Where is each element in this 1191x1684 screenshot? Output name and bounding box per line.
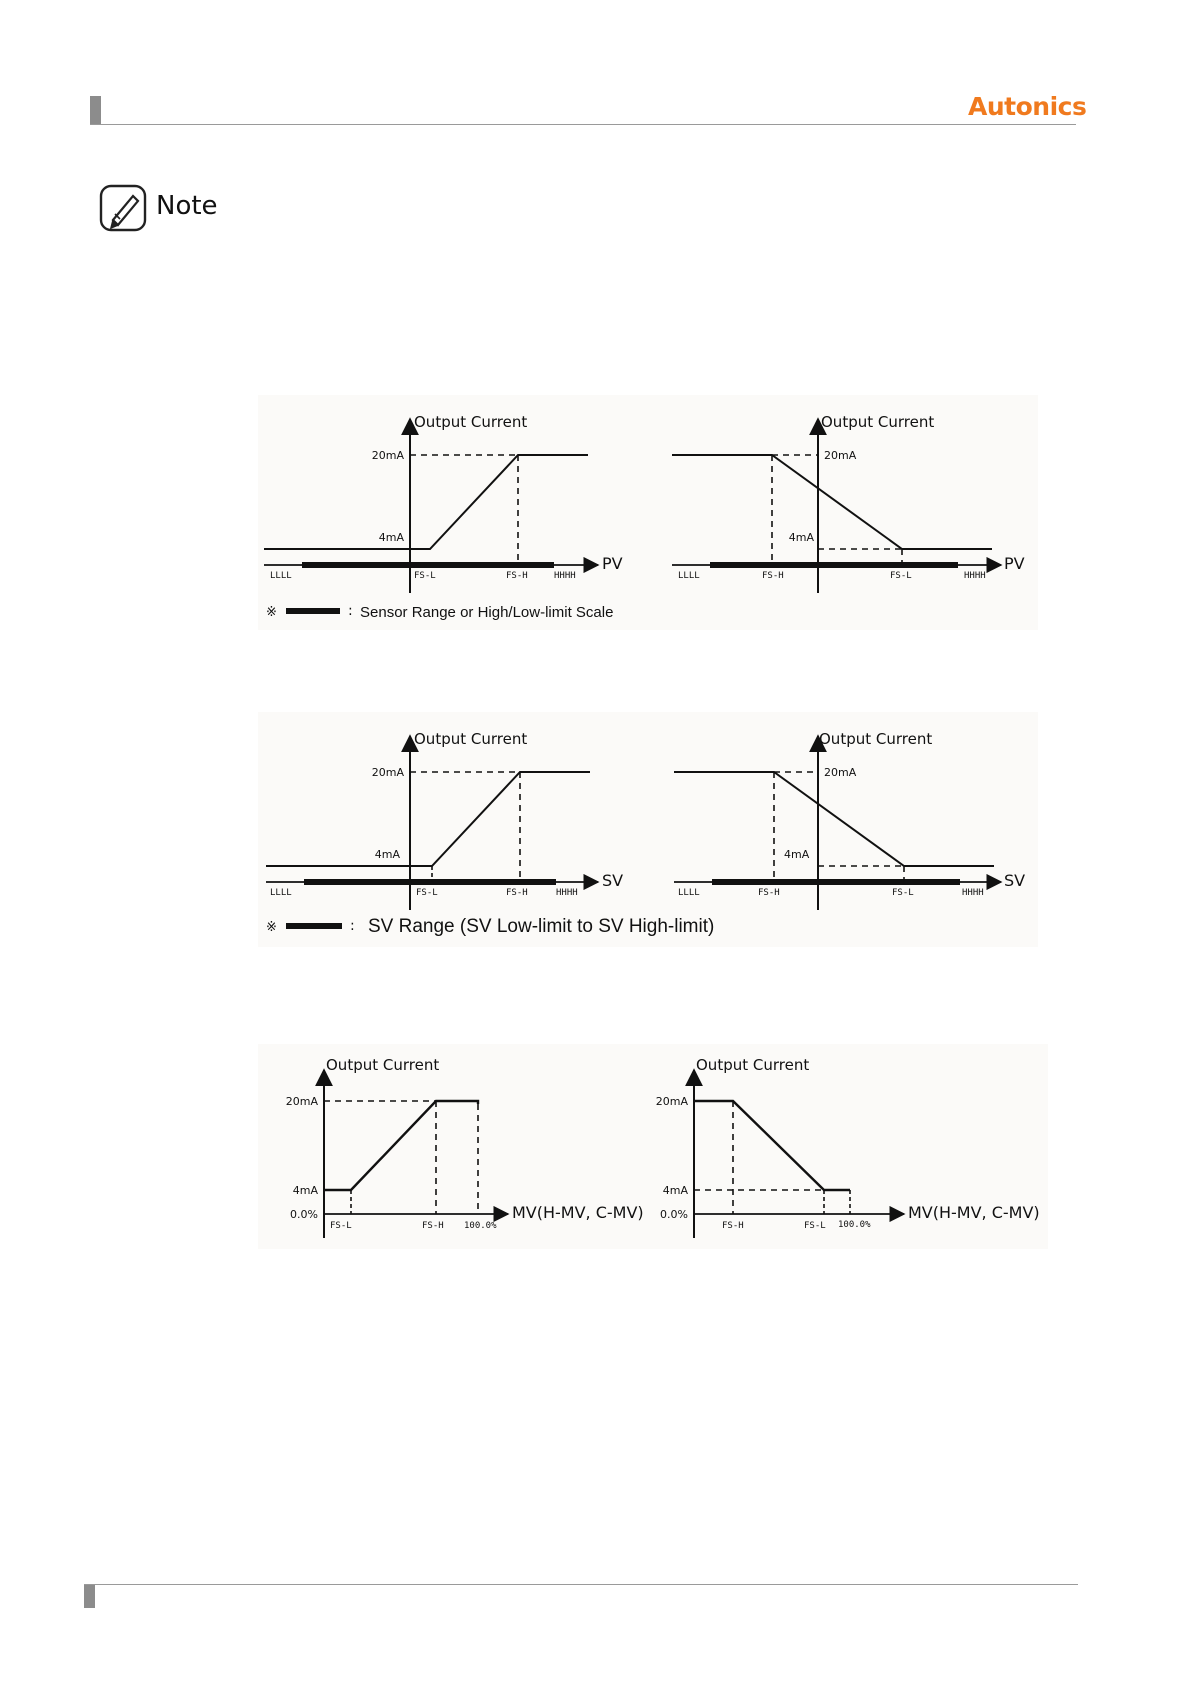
pv-left-y-20ma: 20mA: [371, 449, 404, 462]
sv-left-tick-fsh: FS-H: [506, 888, 528, 898]
footer-rule: [84, 1584, 1078, 1585]
sv-output-diagram: [258, 712, 1038, 947]
pv-legend-text: Sensor Range or High/Low-limit Scale: [360, 604, 614, 621]
sv-left-tick-llll: LLLL: [270, 888, 292, 898]
pv-right-title: Output Current: [821, 413, 935, 431]
mv-left-tick-fsh: FS-H: [422, 1221, 444, 1231]
mv-left-tick-100pct: 100.0%: [464, 1221, 497, 1231]
mv-left-chart: [286, 1056, 644, 1238]
pv-legend-sep: :: [348, 603, 353, 619]
sv-left-y-20ma: 20mA: [371, 766, 404, 779]
sv-legend-mark: ※: [266, 920, 277, 935]
mv-right-tick-100pct: 100.0%: [838, 1220, 871, 1230]
sv-right-axis-name: SV: [1004, 871, 1026, 890]
sv-legend: [266, 916, 714, 937]
sv-right-tick-fsh: FS-H: [758, 888, 780, 898]
mv-right-tick-fsl: FS-L: [804, 1221, 826, 1231]
header-marker: [90, 96, 101, 124]
pv-right-axis-name: PV: [1004, 554, 1025, 573]
sv-left-title: Output Current: [414, 730, 528, 748]
sv-right-tick-hhhh: HHHH: [962, 888, 984, 898]
pv-left-tick-fsh: FS-H: [506, 571, 528, 581]
note-title: Note: [156, 191, 218, 221]
pv-left-chart: [264, 413, 623, 593]
sv-right-tick-fsl: FS-L: [892, 888, 914, 898]
sv-legend-text: SV Range (SV Low-limit to SV High-limit): [368, 916, 715, 937]
sv-right-y-4ma: 4mA: [784, 848, 810, 861]
pv-right-chart: [672, 413, 1025, 593]
sv-left-tick-hhhh: HHHH: [556, 888, 578, 898]
mv-left-title: Output Current: [326, 1056, 440, 1074]
mv-left-axis-name: MV(H-MV, C-MV): [512, 1203, 644, 1222]
mv-left-y-20ma: 20mA: [285, 1095, 318, 1108]
pv-right-y-20ma: 20mA: [824, 449, 857, 462]
pv-right-tick-llll: LLLL: [678, 571, 700, 581]
note-pencil-icon: [99, 184, 147, 232]
pv-right-y-4ma: 4mA: [788, 531, 814, 544]
mv-left-y-0pct: 0.0%: [290, 1208, 318, 1221]
sv-left-tick-fsl: FS-L: [416, 888, 438, 898]
mv-left-tick-fsl: FS-L: [330, 1221, 352, 1231]
sv-right-chart: [674, 730, 1025, 910]
pv-left-tick-llll: LLLL: [270, 571, 292, 581]
pv-right-tick-fsl: FS-L: [890, 571, 912, 581]
sv-legend-sep: :: [350, 918, 355, 934]
mv-left-y-4ma: 4mA: [292, 1184, 318, 1197]
mv-right-chart: [656, 1056, 1040, 1238]
mv-right-title: Output Current: [696, 1056, 810, 1074]
mv-right-y-4ma: 4mA: [662, 1184, 688, 1197]
sv-right-title: Output Current: [819, 730, 933, 748]
mv-output-diagram: [258, 1044, 1048, 1249]
sv-right-tick-llll: LLLL: [678, 888, 700, 898]
mv-right-y-0pct: 0.0%: [660, 1208, 688, 1221]
mv-right-axis-name: MV(H-MV, C-MV): [908, 1203, 1040, 1222]
sv-left-axis-name: SV: [602, 871, 624, 890]
pv-left-title: Output Current: [414, 413, 528, 431]
pv-right-tick-fsh: FS-H: [762, 571, 784, 581]
pv-right-tick-hhhh: HHHH: [964, 571, 986, 581]
pv-left-axis-name: PV: [602, 554, 623, 573]
footer-marker: [84, 1584, 95, 1608]
pv-output-diagram: [258, 395, 1038, 630]
brand-logo: Autonics: [968, 92, 1087, 121]
pv-left-tick-fsl: FS-L: [414, 571, 436, 581]
pv-legend: [266, 603, 613, 621]
sv-right-y-20ma: 20mA: [824, 766, 857, 779]
mv-right-tick-fsh: FS-H: [722, 1221, 744, 1231]
sv-left-y-4ma: 4mA: [374, 848, 400, 861]
sv-left-chart: [266, 730, 623, 910]
mv-right-y-20ma: 20mA: [655, 1095, 688, 1108]
pv-left-y-4ma: 4mA: [378, 531, 404, 544]
pv-left-tick-hhhh: HHHH: [554, 571, 576, 581]
header-rule: [90, 124, 1076, 125]
pv-legend-mark: ※: [266, 605, 277, 620]
